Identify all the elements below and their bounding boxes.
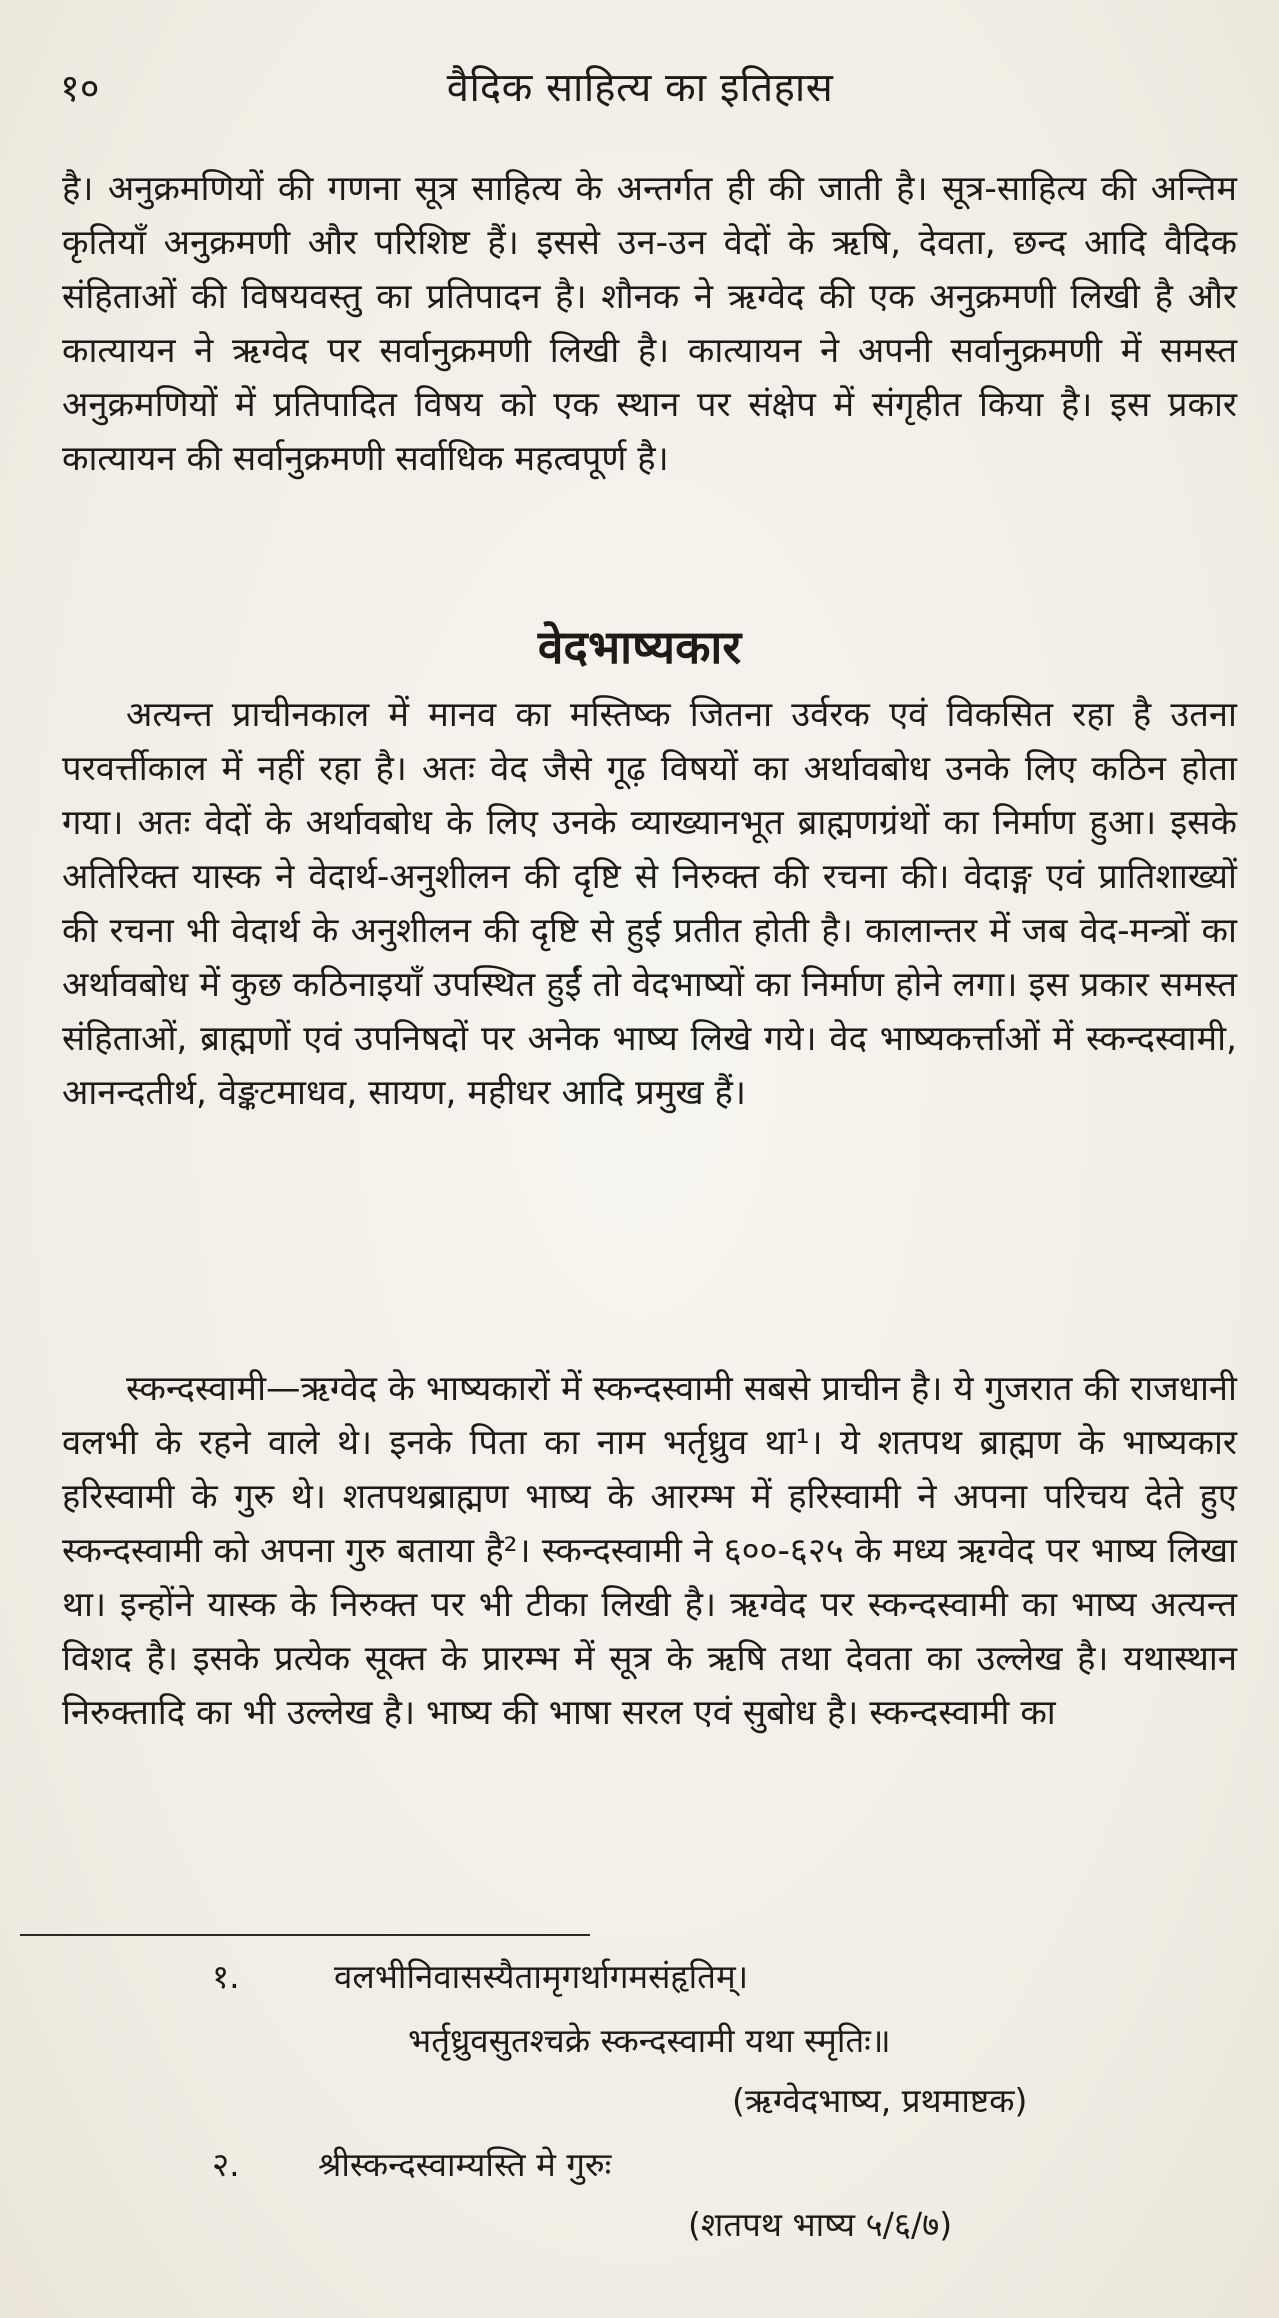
footnote-1-line-1: वलभीनिवासस्यैतामृगर्थागमसंहृतिम्। xyxy=(334,1957,749,1996)
footnote-2-number: २. xyxy=(212,2145,240,2184)
page-header xyxy=(60,58,1220,118)
section-heading: वेदभाष्यकार xyxy=(537,620,742,674)
footnote-2-source: (शतपथ भाष्य ५/६/७) xyxy=(688,2205,953,2244)
running-title: वैदिक साहित्य का इतिहास xyxy=(446,65,834,111)
footnote-1-line-2: भर्तृध्रुवसुतश्चक्रे स्कन्दस्वामी यथा स्मृतिः॥ xyxy=(408,2021,891,2060)
page-number: १० xyxy=(60,66,100,110)
paragraph-skandaswami: स्कन्दस्वामी—ऋग्वेद के भाष्यकारों में स्कन्दस्वामी सबसे प्राचीन है। ये गुजरात की राजधानी वलभी के रहने वाले थे। इनके पिता का नाम भर्तृध्रुव था¹। ये शतपथ ब्राह्मण के भाष्यकार हरिस्वामी के गुरु थे। शतपथब्राह्मण भाष्य के आरम्भ में हरिस्वामी ने अपना परिचय देते हुए स्कन्दस्वामी को अपना गुरु बताया है²। स्कन्दस्वामी ने ६००-६२५ के मध्य ऋग्वेद पर भाष्य लिखा था। इन्होंने यास्क के निरुक्त पर भी टीका लिखी है। ऋग्वेद पर स्कन्दस्वामी का भाष्य अत्यन्त विशद है। इसके प्रत्येक सूक्त के प्रारम्भ में सूत्र के ऋषि तथा देवता का उल्लेख है। यथास्थान निरुक्तादि का भी उल्लेख है। भाष्य की भाषा सरल एवं सुबोध है। स्कन्दस्वामी का xyxy=(62,1369,1237,1733)
paragraph-vedabhashyakar: अत्यन्त प्राचीनकाल में मानव का मस्तिष्क जितना उर्वरक एवं विकसित रहा है उतना परवर्त्तीकाल में नहीं रहा है। अतः वेद जैसे गूढ़ विषयों का अर्थावबोध उनके लिए कठिन होता गया। अतः वेदों के अर्थावबोध के लिए उनके व्याख्यानभूत ब्राह्मणग्रंथों का निर्माण हुआ। इसके अतिरिक्त यास्क ने वेदार्थ-अनुशीलन की दृष्टि से निरुक्त की रचना की। वेदाङ्ग एवं प्रातिशाख्यों की रचना भी वेदार्थ के अनुशीलन की दृष्टि से हुई प्रतीत होती है। कालान्तर में जब वेद-मन्त्रों का अर्थावबोध में कुछ कठिनाइयाँ उपस्थित हुईं तो वेदभाष्यों का निर्माण होने लगा। इस प्रकार समस्त संहिताओं, ब्राह्मणों एवं उपनिषदों पर अनेक भाष्य लिखे गये। वेद भाष्यकर्त्ताओं में स्कन्दस्वामी, आनन्दतीर्थ, वेङ्कटमाधव, सायण, महीधर आदि प्रमुख हैं। xyxy=(62,695,1237,1113)
footnote-1-number: १. xyxy=(212,1957,240,1996)
footnote-1-source: (ऋग्वेदभाष्य, प्रथमाष्टक) xyxy=(732,2081,1028,2120)
footnote-divider xyxy=(20,1934,590,1936)
paragraph-anukramani: है। अनुक्रमणियों की गणना सूत्र साहित्य के अन्तर्गत ही की जाती है। सूत्र-साहित्य की अन्तिम कृतियाँ अनुक्रमणी और परिशिष्ट हैं। इससे उन-उन वेदों के ऋषि, देवता, छन्द आदि वैदिक संहिताओं की विषयवस्तु का प्रतिपादन है। शौनक ने ऋग्वेद की एक अनुक्रमणी लिखी है और कात्यायन ने ऋग्वेद पर सर्वानुक्रमणी लिखी है। कात्यायन ने अपनी सर्वानुक्रमणी में समस्त अनुक्रमणियों में प्रतिपादित विषय को एक स्थान पर संक्षेप में संगृहीत किया है। इस प्रकार कात्यायन की सर्वानुक्रमणी सर्वाधिक महत्वपूर्ण है। xyxy=(62,169,1237,479)
footnote-2-line-1: श्रीस्कन्दस्वाम्यस्ति मे गुरुः xyxy=(318,2145,612,2184)
